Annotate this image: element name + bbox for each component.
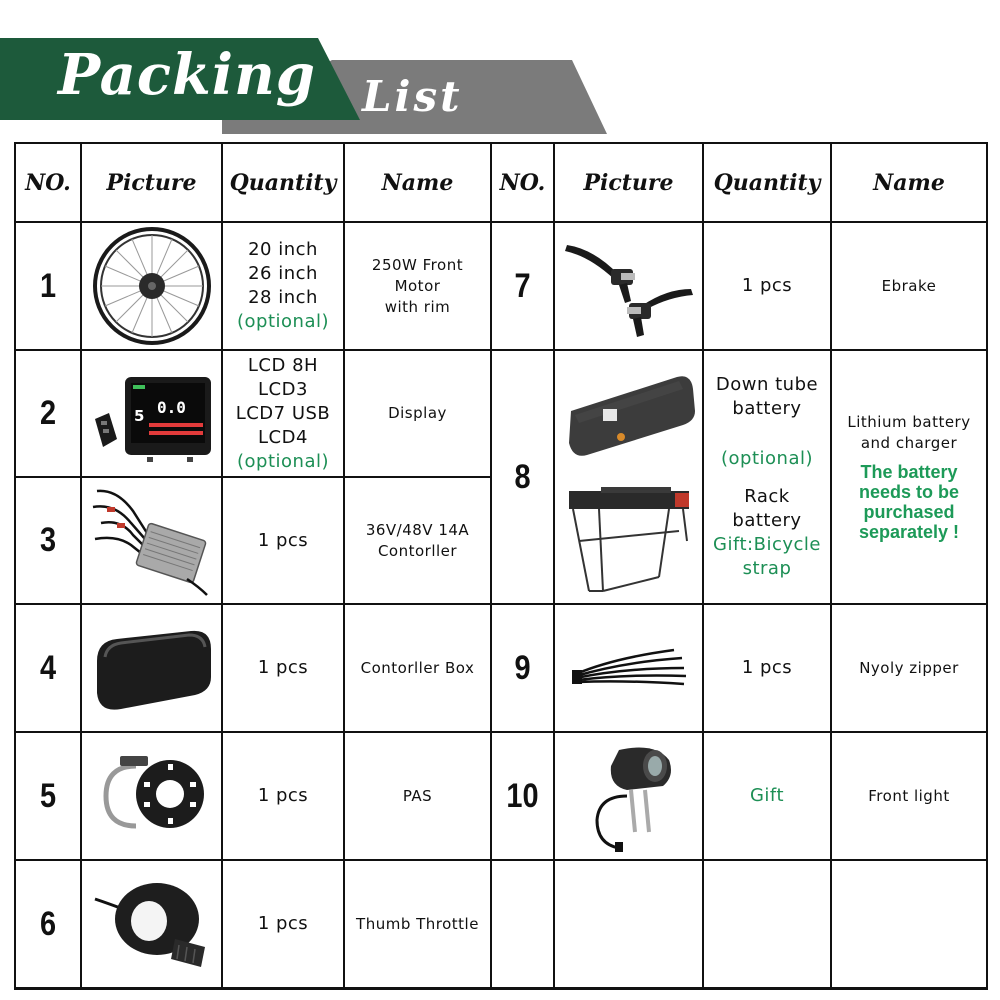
header-quantity: Quantity xyxy=(713,169,821,196)
quantity-cell xyxy=(223,605,343,731)
header-picture: Picture xyxy=(583,169,674,196)
col-line xyxy=(490,142,492,990)
quantity-cell xyxy=(223,223,343,349)
title-banner xyxy=(0,0,1000,140)
quantity-cell xyxy=(704,223,830,349)
name-line: Nyoly zipper xyxy=(859,658,959,677)
quantity-line: 20 inch xyxy=(248,239,318,260)
pas-sensor-icon xyxy=(92,746,212,846)
item-picture xyxy=(555,351,702,476)
battery-note: purchased xyxy=(863,502,955,522)
quantity-line: 1 pcs xyxy=(741,275,793,296)
quantity-cell xyxy=(704,733,830,859)
ebrake-levers-icon xyxy=(559,231,699,341)
controller-icon xyxy=(87,483,217,599)
col-line xyxy=(986,142,988,990)
name-line: Display xyxy=(388,404,447,422)
quantity-line: 1 pcs xyxy=(257,657,309,678)
quantity-line: LCD7 USB xyxy=(235,402,331,424)
name-line: PAS xyxy=(402,786,433,805)
item-picture xyxy=(82,223,221,349)
lcd-gear: 5 xyxy=(133,406,144,425)
controller-box-icon xyxy=(87,613,217,723)
lcd-speed: 0.0 xyxy=(156,397,186,417)
name-cell xyxy=(832,351,986,603)
item-picture xyxy=(82,605,221,731)
name-cell xyxy=(345,223,490,349)
zip-ties-icon xyxy=(564,638,694,698)
front-light-icon xyxy=(569,736,689,856)
header-picture: Picture xyxy=(106,169,197,196)
banner-title: Packing xyxy=(58,42,316,108)
name-cell xyxy=(345,605,490,731)
quantity-cell xyxy=(223,478,343,603)
quantity-line: 28 inch xyxy=(248,287,318,308)
quantity-cell xyxy=(223,861,343,987)
name-line: 250W Front xyxy=(371,255,464,274)
name-line: and charger xyxy=(860,434,958,452)
name-line: Front light xyxy=(868,786,950,805)
quantity-line: 1 pcs xyxy=(741,657,793,678)
item-number: 7 xyxy=(514,266,531,305)
name-cell xyxy=(345,861,490,987)
quantity-line: battery xyxy=(732,510,802,531)
battery-note: The battery xyxy=(860,462,958,482)
quantity-line: LCD3 xyxy=(258,378,308,400)
hub-motor-wheel-icon xyxy=(87,226,217,346)
name-line: Contorller xyxy=(377,541,458,560)
header-no: NO. xyxy=(25,169,71,196)
item-picture xyxy=(555,733,702,859)
item-picture xyxy=(82,861,221,987)
item-picture xyxy=(555,478,702,603)
item-number: 8 xyxy=(514,457,531,496)
optional-note: (optional) xyxy=(237,450,329,472)
gift-note: strap xyxy=(742,558,792,579)
name-line: Motor xyxy=(394,276,441,295)
name-line: Lithium battery xyxy=(847,413,971,431)
quantity-line: Down tube xyxy=(715,374,819,395)
quantity-cell xyxy=(223,351,343,476)
quantity-line: LCD4 xyxy=(258,426,308,448)
battery-note: needs to be xyxy=(858,482,960,502)
item-picture xyxy=(82,478,221,603)
banner-subtitle: List xyxy=(362,72,463,121)
lcd-display-icon xyxy=(87,359,217,469)
quantity-line: 26 inch xyxy=(248,263,318,284)
item-number: 1 xyxy=(39,266,57,305)
quantity-line: 1 pcs xyxy=(257,913,309,934)
optional-note: (optional) xyxy=(721,448,813,469)
item-number: 2 xyxy=(39,394,57,432)
down-tube-battery-icon xyxy=(559,359,699,469)
item-number: 6 xyxy=(39,904,57,943)
quantity-cell xyxy=(704,605,830,731)
header-no: NO. xyxy=(499,169,546,196)
quantity-line: LCD 8H xyxy=(247,354,319,376)
item-number: 4 xyxy=(39,648,57,687)
item-number: 9 xyxy=(514,648,531,687)
name-cell xyxy=(832,223,986,349)
name-line: Thumb Throttle xyxy=(356,914,479,933)
rack-battery-icon xyxy=(559,481,699,601)
item-picture xyxy=(82,351,221,476)
header-name: Name xyxy=(381,169,454,196)
quantity-cell xyxy=(704,351,830,603)
item-picture xyxy=(82,733,221,859)
quantity-line: battery xyxy=(732,398,802,419)
thumb-throttle-icon xyxy=(87,869,217,979)
gift-note: Gift xyxy=(749,785,785,806)
quantity-line: Rack xyxy=(744,486,790,507)
name-line: Ebrake xyxy=(881,276,937,295)
battery-note: separately ! xyxy=(858,522,960,542)
col-line xyxy=(14,142,16,990)
name-cell xyxy=(345,733,490,859)
item-picture xyxy=(555,223,702,349)
quantity-line: 1 pcs xyxy=(257,785,309,806)
name-cell xyxy=(345,351,490,476)
gift-note: Gift:Bicycle xyxy=(713,534,821,555)
quantity-cell xyxy=(223,733,343,859)
item-number: 5 xyxy=(39,776,57,815)
optional-note: (optional) xyxy=(237,311,329,332)
row-line xyxy=(14,987,988,990)
name-cell xyxy=(345,478,490,603)
packing-table xyxy=(14,142,988,990)
name-line: with rim xyxy=(384,297,451,316)
name-line: Contorller Box xyxy=(360,658,475,677)
quantity-line: 1 pcs xyxy=(257,529,309,551)
header-quantity: Quantity xyxy=(229,169,337,196)
item-picture xyxy=(555,605,702,731)
item-number: 10 xyxy=(506,776,539,815)
item-number: 3 xyxy=(39,521,57,559)
name-cell xyxy=(832,733,986,859)
name-line: 36V/48V 14A xyxy=(365,520,470,539)
header-name: Name xyxy=(873,169,945,196)
name-cell xyxy=(832,605,986,731)
